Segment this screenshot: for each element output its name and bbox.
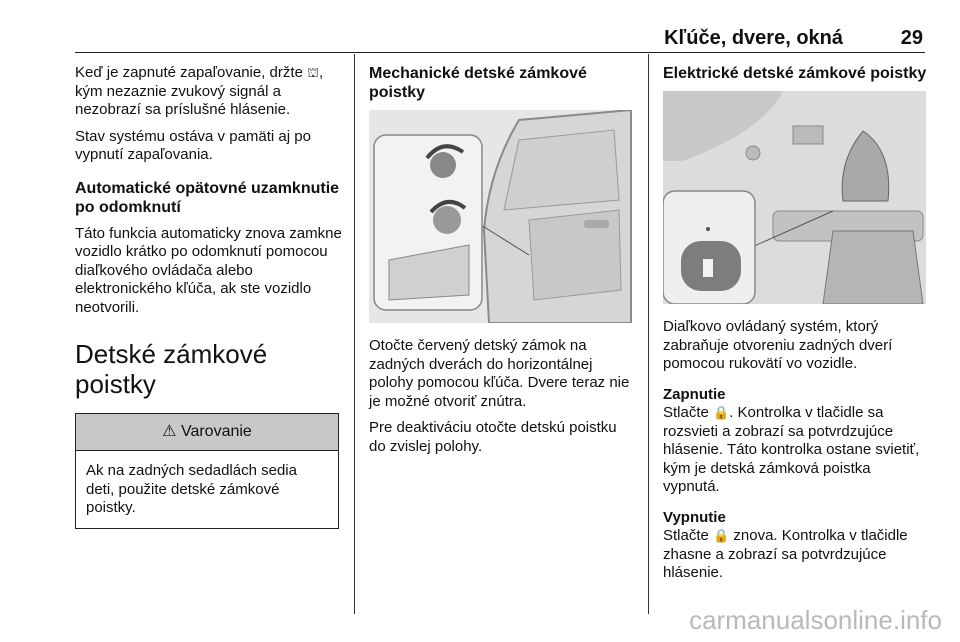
illustration-door-child-lock bbox=[369, 110, 632, 323]
warning-text: Ak na zadných sedadlách sedia deti, použite detské zámkové poistky. bbox=[86, 462, 297, 516]
page-number: 29 bbox=[900, 27, 923, 49]
paragraph: Táto funkcia automaticky znova zamkne vozidlo krátko po odomknutí pomocou diaľkového ovládača alebo elektronického kľúča, ak ste vozidlo neotvorili. bbox=[75, 224, 342, 316]
lock-car-icon: ⛫ bbox=[307, 65, 320, 80]
warning-triangle-icon: ⚠ bbox=[162, 423, 177, 440]
paragraph: Otočte červený detský zámok na zadných dverách do horizontálnej polohy pomocou kľúča. Dvere teraz nie je možné otvoriť znútra. bbox=[369, 337, 630, 410]
watermark: carmanualsonline.info bbox=[689, 605, 942, 635]
column-2 bbox=[369, 64, 635, 464]
section-heading: Detské zámkové poistky bbox=[75, 339, 268, 399]
column-divider bbox=[354, 54, 355, 614]
subheading-mechanical: Mechanické detské zámkové poistky bbox=[369, 65, 587, 101]
column-divider bbox=[648, 54, 649, 614]
paragraph: Stlačte 🔒. Kontrolka v tlačidle sa rozsvieti a zobrazí sa potvrdzujúce hlásenie. Táto kontrolka ostane svietiť, kým je detská zámková poistka vypnutá. bbox=[663, 404, 920, 495]
warning-header: ⚠ Varovanie bbox=[76, 414, 338, 451]
subheading-electric: Elektrické detské zámkové poistky bbox=[663, 65, 927, 82]
page-header bbox=[75, 0, 925, 50]
subheading-on: Zapnutie bbox=[663, 385, 726, 403]
paragraph: Diaľkovo ovládaný systém, ktorý zabraňuje otvoreniu zadných dverí pomocou rukovätí vo vozidle. bbox=[663, 318, 893, 372]
column-3 bbox=[663, 64, 929, 591]
illustration-interior-button bbox=[663, 91, 926, 304]
header-rule bbox=[75, 52, 925, 53]
paragraph: Stlačte 🔒 znova. Kontrolka v tlačidle zhasne a zobrazí sa potvrdzujúce hlásenie. bbox=[663, 527, 908, 581]
warning-box bbox=[75, 413, 339, 529]
paragraph: Stav systému ostáva v pamäti aj po vypnutí zapaľovania. bbox=[75, 127, 311, 163]
column-1 bbox=[75, 64, 343, 529]
paragraph: Keď je zapnuté zapaľovanie, držte ⛫, kým nezaznie zvukový signál a nezobrazí sa príslušné hlásenie. bbox=[75, 64, 324, 118]
chapter-title: Kľúče, dvere, okná bbox=[664, 27, 843, 49]
paragraph: Pre deaktiváciu otočte detskú poistku do zvislej polohy. bbox=[369, 419, 617, 455]
subheading-off: Vypnutie bbox=[663, 508, 726, 526]
child-lock-icon: 🔒 bbox=[713, 405, 730, 420]
child-lock-icon: 🔒 bbox=[713, 528, 730, 543]
subheading-auto-relock: Automatické opätovné uzamknutie po odomknutí bbox=[75, 179, 340, 216]
